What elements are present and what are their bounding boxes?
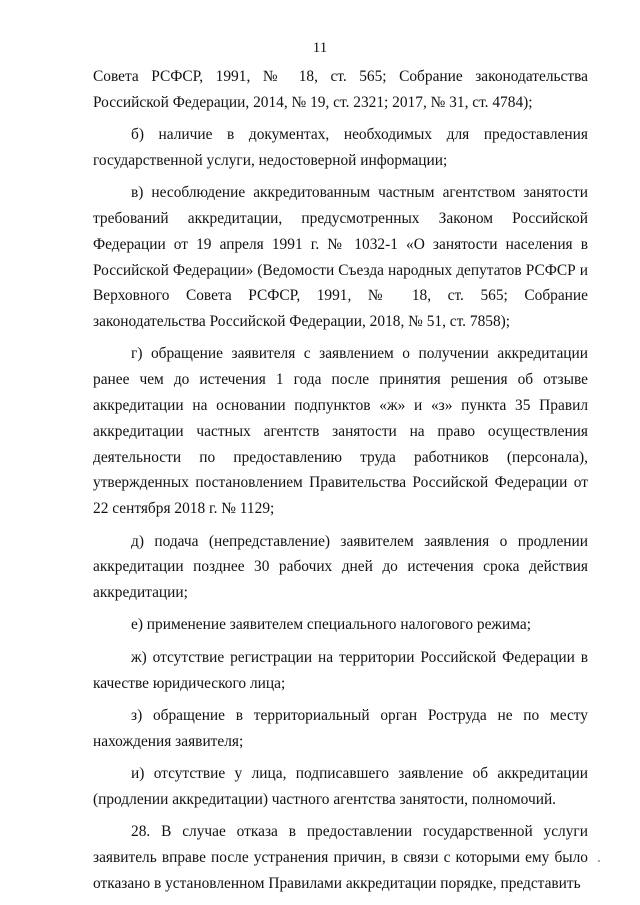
paragraph-item-z: з) обращение в территориальный орган Роструда не по месту нахождения заявителя; — [93, 706, 588, 750]
paragraph-item-d: д) подача (непредставление) заявителем заявления о продлении аккредитации позднее 30 рабочих дней до истечения срока действия аккредитации; — [93, 532, 588, 602]
paragraph-28: 28. В случае отказа в предоставлении государственной услуги заявитель вправе после устранения причин, в связи с которыми ему было отказано в установленном Правилами аккредитации порядке, представить — [93, 823, 588, 892]
paragraph-item-b: б) наличие в документах, необходимых для предоставления государственной услуги, недостоверной информации; — [93, 126, 588, 169]
paragraph-continuation: Совета РСФСР, 1991, № 18, ст. 565; Собрание законодательства Российской Федерации, 2014, № 19, ст. 2321; 2017, № 31, ст. 4784); — [93, 68, 588, 111]
paragraph-item-i: и) отсутствие у лица, подписавшего заявление об аккредитации (продлении аккредитации) частного агентства занятости, полномочий. — [93, 764, 588, 808]
page-number: 11 — [312, 40, 328, 56]
document-body — [93, 64, 588, 903]
paragraph-item-g: г) обращение заявителя с заявлением о получении аккредитации ранее чем до истечения 1 года после принятия решения об отзыве аккредитации на основании подпунктов «ж» и «з» пункта 35 Правил аккредитации частных агентств занятости на право осуществления деятельности по предоставлению труда работников (персонала), утвержденных постановлением Правительства Российской Федерации от 22 сентября 2018 г. № 1129; — [93, 345, 588, 518]
scan-speck — [598, 860, 600, 862]
paragraph-item-v: в) несоблюдение аккредитованным частным агентством занятости требований аккредитации, предусмотренных Законом Российской Федерации от 19 апреля 1991 г. № 1032-1 «О занятости населения в Российской Федерации» (Ведомости Съезда народных депутатов РСФСР и Верховного Совета РСФСР, 1991, № 18, ст. 565; Собрание законодательства Российской Федерации, 2018, № 51, ст. 7858); — [93, 184, 588, 331]
paragraph-item-e: е) применение заявителем специального налогового режима; — [131, 616, 532, 634]
paragraph-item-zh: ж) отсутствие регистрации на территории Российской Федерации в качестве юридического лица; — [93, 648, 588, 692]
